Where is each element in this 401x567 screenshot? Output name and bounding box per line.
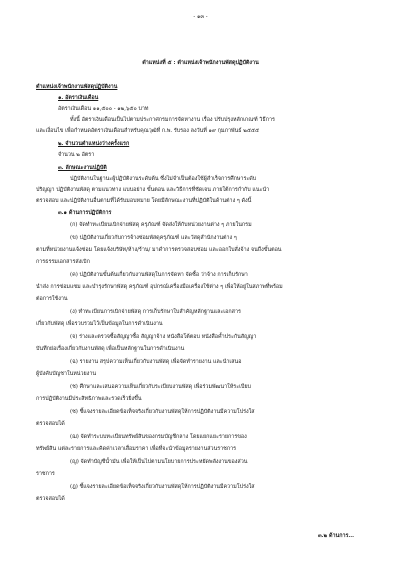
duty-item: ตรวจสอบได้ xyxy=(36,496,65,502)
duty-item: (ค) ปฏิบัติงานขั้นต้นเกี่ยวกับงานพัสดุในการจัดหา จัดซื้อ ว่าจ้าง การเก็บรักษา xyxy=(70,272,248,278)
vacancy-heading: ๒. จำนวนตำแหน่งว่างครั้งแรก xyxy=(58,141,130,147)
duty-item: ตามที่หน่วยงานแจ้งซ่อม โดยแจ้งบริษัท/ห้าง/ร้าน/ มาดำการตรวจสอบซ่อม และออกใบสั่งจ้าง จนถึงขั้นตอน xyxy=(36,247,282,253)
salary-range: อัตราเงินเดือน ๑๑,๕๐๐ - ๑๒,๖๕๐ บาท xyxy=(58,106,149,112)
duty-item: (ข) ปฏิบัติงานเกี่ยวกับการจ้างซ่อมพัสดุครุภัณฑ์ และวัสดุสำนักงานต่าง ๆ xyxy=(70,235,237,241)
duty-item: (ก) จัดทำทะเบียนเบิกจ่ายพัสดุ ครุภัณฑ์ จัดส่งให้กับหน่วยงานต่าง ๆ ภายในกรม xyxy=(70,222,252,228)
duties-intro-1: ปฏิบัติงานในฐานะผู้ปฏิบัติงานระดับต้น ซึ่งไม่จำเป็นต้องใช้ผู้สำเร็จการศึกษาระดับ xyxy=(70,176,257,182)
duty-item: การธรรมเอกสารส่งเบิก xyxy=(36,259,90,265)
duty-item: (ฌ) จัดทำระบบทะเบียนทรัพย์สินของกรมบัญชีกลาง โดยแยกแยะรายการของ xyxy=(70,434,247,440)
duty-item: ผู้บังคับบัญชาในหน่วยงาน xyxy=(36,371,97,377)
vacancy-count: จำนวน ๒ อัตรา xyxy=(58,152,95,158)
continuation-marker: ๓.๒ ด้านการ... xyxy=(318,533,355,539)
duty-item: (ง) ทำทะเบียนการเบิกจ่ายพัสดุ การเก็บรักษาใบสำคัญหลักฐานและเอกสาร xyxy=(70,309,241,315)
section-title: ตำแหน่งที่ ๕ : ตำแหน่งเจ้าพนักงานพัสดุปฏิบัติงาน xyxy=(142,60,259,66)
duties-intro-3: ตรวจสอบ และปฏิบัติงานอื่นตามที่ได้รับมอบหมาย โดยมีลักษณะงานที่ปฏิบัติในด้านต่าง ๆ ดังนี้ xyxy=(36,198,252,204)
duties-intro-2: ปริญญา ปฏิบัติงานพัสดุ ตามแนวทาง แบบอย่าง ขั้นตอน และวิธีการที่ชัดเจน ภายใต้การกำกับ แนะนำ xyxy=(36,187,270,193)
duty-item: (ฉ) รายงาน สรุปความเห็นเกี่ยวกับงานพัสดุ เพื่อจัดทำรายงาน และนำเสนอ xyxy=(70,359,242,365)
duty-item: (ฎ) ชี้แจงรายละเอียดข้อเท็จจริงเกี่ยวกับงานพัสดุให้การปฏิบัติงานมีความโปร่งใส xyxy=(70,484,255,490)
duties-heading: ๓. ลักษณะงานปฏิบัติ xyxy=(58,165,107,171)
duty-item: การปฏิบัติงานมีประสิทธิภาพและรวดเร็วยิ่งขึ้น xyxy=(36,396,142,402)
duty-item: (จ) ร่างและตรวจซื้อสัญญาซื้อ สัญญาจ้าง หนังสือโต้ตอบ หนังสือค้ำประกันสัญญา xyxy=(70,334,257,340)
duty-item: ต่อการใช้งาน xyxy=(36,296,68,302)
page-number: - ๑๓ - xyxy=(193,14,208,20)
duty-item: ราชการ xyxy=(36,471,55,477)
duty-item: บันทึกย่อเรื่องเกี่ยวกับงานพัสดุ เพื่อเป็นหลักฐานในการดำเนินงาน xyxy=(36,346,185,352)
salary-note-2: และเงื่อนไข เพื่อกำหนดอัตราเงินเดือนสำหรับคุณวุฒิที่ ก.พ. รับรอง ลงวันที่ ๑๙ กุมภาพันธ์ ๒๕๕๕ xyxy=(36,128,260,134)
position-name: ตำแหน่งเจ้าพนักงานพัสดุปฏิบัติงาน xyxy=(36,84,118,90)
salary-heading: ๑. อัตราเงินเดือน xyxy=(58,95,99,101)
duties-subheading: ๓.๑ ด้านการปฏิบัติการ xyxy=(58,210,112,216)
duty-item: เกี่ยวกับพัสดุ เพื่อรวบรวมไว้เป็นข้อมูลในการดำเนินงาน xyxy=(36,321,163,327)
salary-note-1: ทั้งนี้ อัตราเงินเดือนเป็นไปตามประกาศกรมการจัดหางาน เรื่อง ปรับปรุงหลักเกณฑ์ วิธีการ xyxy=(70,117,275,123)
duty-item: นำส่ง การซ่อมแซม และบำรุงรักษาพัสดุ ครุภัณฑ์ อุปกรณ์เครื่องมือเครื่องใช้ต่าง ๆ เพื่อให้อยู่ในสภาพที่พร้อม xyxy=(36,284,283,290)
duty-item: ตรวจสอบได้ xyxy=(36,421,65,427)
duty-item: (ญ) จัดทำบัญชีน้ำมัน เพื่อให้เป็นไปตามนโยบายการประหยัดพลังงานของส่วน xyxy=(70,459,248,465)
duty-item: ทรัพย์สิน แต่ละรายการและคิดค่าเวลาเสื่อมราคา เพื่อที่จะนำข้อมูลรายงานส่วนราชการ xyxy=(36,446,237,452)
duty-item: (ช) ศึกษาและเสนอความเห็นเกี่ยวกับระเบียบงานพัสดุ เพื่อร่วมพัฒนาให้ระเบียบ xyxy=(70,384,251,390)
duty-item: (ซ) ชี้แจงรายละเอียดข้อเท็จจริงเกี่ยวกับงานพัสดุให้การปฏิบัติงานมีความโปร่งใส xyxy=(70,409,255,415)
